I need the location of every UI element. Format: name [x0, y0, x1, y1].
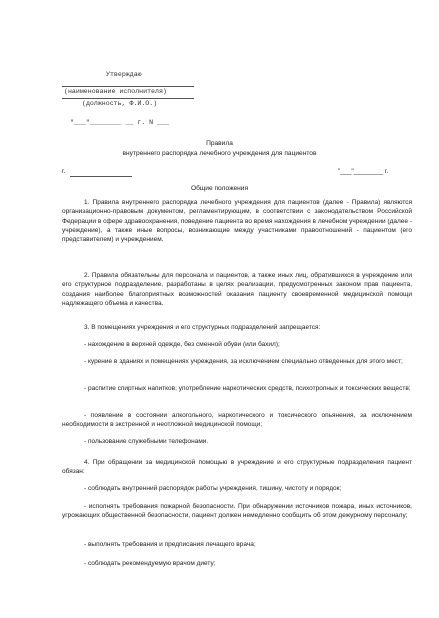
list-item: - курение в зданиях и помещениях учреждения, за исключением специально отведенных для этого мест;: [84, 358, 403, 365]
paragraph-3: 3. В помещениях учреждения и его структурных подразделений запрещается:: [84, 324, 321, 331]
list-item: - выполнять требования и предписания лечащего врача;: [84, 541, 256, 548]
executor-caption: (наименование исполнителя): [64, 88, 167, 95]
executor-line: [62, 86, 194, 87]
list-item: - соблюдать рекомендуемую врачом диету;: [84, 560, 216, 567]
list-item: - нахождение в верхней одежде, без сменной обуви (или бахил);: [84, 341, 280, 348]
position-line: [62, 98, 194, 99]
approval-date-number: "___"________ __ г. N ___: [70, 119, 169, 126]
list-item: - распитие спиртных напитков; употребление наркотических средств, психотропных и токсических веществ;: [84, 385, 411, 392]
approve-word: Утверждаю: [106, 71, 142, 78]
document-subtitle: внутреннего распорядка лечебного учреждения для пациентов: [122, 150, 317, 157]
paragraph-4: 4. При обращении за медицинской помощью в учреждение и его структурные подразделения пациент обязан:: [62, 459, 412, 476]
document-date: "___"________ г.: [338, 168, 389, 175]
paragraph-2: 2. Правила обязательны для персонала и пациентов, а также иных лиц, обратившихся в учреждение или его структурное подразделение, разработаны в целях реализации, предусмотренных законом прав пациента, создания наиболее благоприятных возможностей оказания пациенту своевременной медицинской помощи надлежащего объема и качества.: [62, 272, 412, 307]
city-prefix: г.: [62, 168, 66, 175]
list-item: - исполнять требования пожарной безопасности. При обнаружении источников пожара, иных источников, угрожающих общественной безопасности, пациент должен немедленно сообщить об этом дежурному персоналу;: [62, 503, 412, 520]
list-item: - появление в состоянии алкогольного, наркотического и токсического опьянения, за исключением необходимости в экстренной и неотложной медицинской помощи;: [62, 412, 412, 429]
list-item: - соблюдать внутренний распорядок работы учреждения, тишину, чистоту и порядок;: [84, 485, 342, 492]
list-item: - пользование служебными телефонами.: [84, 438, 209, 445]
position-caption: (должность, Ф.И.О.): [82, 100, 158, 107]
section-title: Общие положения: [190, 185, 249, 192]
paragraph-1: 1. Правила внутреннего распорядка лечебного учреждения для пациентов (далее - Правила) являются организационно-правовым документом, регламентирующим, в соответствии с законодательством Российской Федерации в сфере здравоохранения, поведение пациента во время нахождения в лечебном учреждении (далее - учреждение), а также иные вопросы, возникающие между участниками правоотношений - пациентом (его представителем) и учреждением.: [62, 199, 412, 244]
document-title: Правила: [206, 140, 233, 147]
city-line: [70, 176, 132, 177]
